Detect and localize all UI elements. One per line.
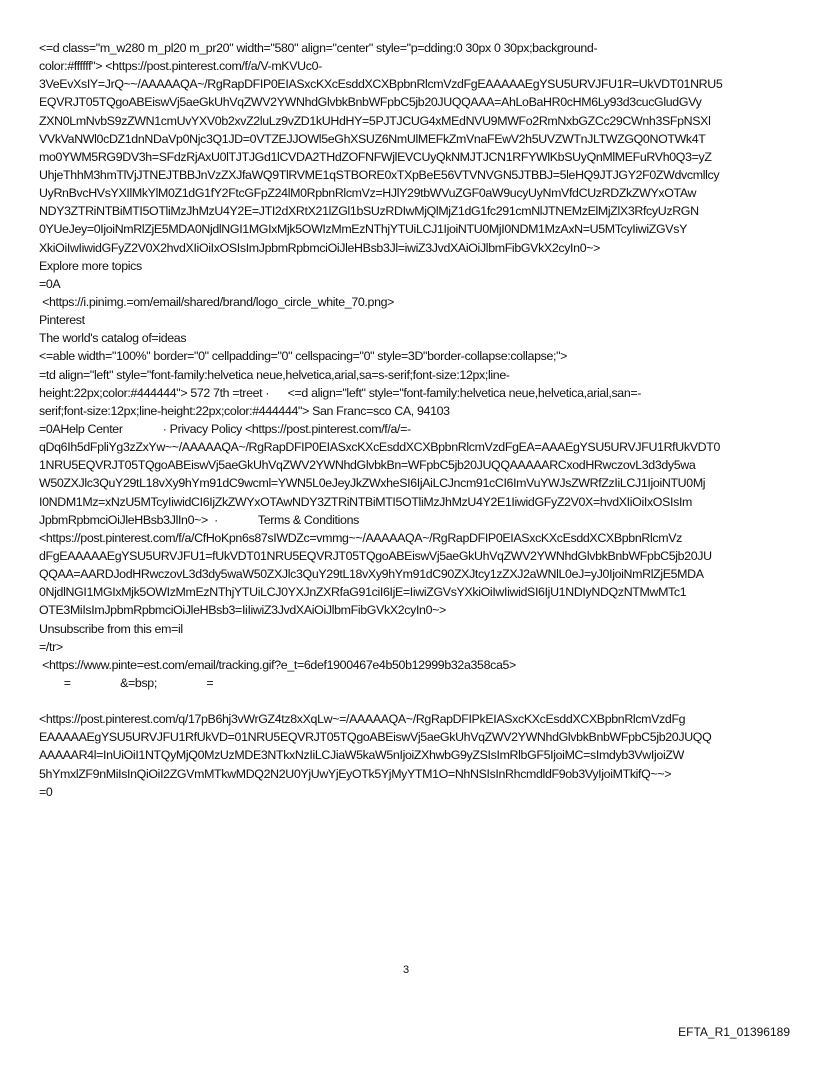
text-line: OTE3MiIsImJpbmRpbmciOiJleHBsb3=IiIiwiZ3JvdXAiOiJlbmFibGVkX2cyIn0~>: [39, 603, 446, 618]
text-line: = &=bsp; =: [39, 675, 214, 690]
text-line: EAAAAAEgYSU5URVJFU1RfUkVD=01NRU5EQVRJT05TQgoABEiswVj5aeGkUhVqZWV2YWNhdGlvbkBnbWFpbC5jb20JUQQ: [39, 730, 712, 745]
text-line: Pinterest: [39, 313, 85, 328]
page-number: 3: [403, 964, 410, 976]
text-line: <https://i.pinimg.=om/email/shared/brand/logo_circle_white_70.png>: [39, 294, 395, 309]
text-line: qDq6Ih5dFpliYg3zZxYw~~/AAAAAQA~/RgRapDFIP0EIASxcKXcEsddXCXBpbnRlcmVzdFgEA=AAAEgYSU5URVJFU1RfUkVDT0: [39, 440, 720, 455]
text-line: serif;font-size:12px;line-height:22px;color:#444444"> San Franc=sco CA, 94103: [39, 403, 450, 418]
text-line: 5hYmxlZF9nMiIsInQiOiI2ZGVmMTkwMDQ2N2U0YjUwYjEyOTk5YjMyYTM1O=NhNSIsInRhcmdldF9ob3VyIjoiMTkifQ~~>: [39, 766, 672, 781]
text-line: XkiOiIwIiwidGFyZ2V0X2hvdXIiOiIxOSIsImJpbmRpbmciOiJleHBsb3Jl=iwiZ3JvdXAiOiJlbmFibGVkX2cyIn0~>: [39, 240, 601, 255]
text-line: <https://www.pinte=est.com/email/tracking.gif?e_t=6def1900467e4b50b12999b32a358ca5>: [39, 657, 516, 672]
text-line: 1NRU5EQVRJT05TQgoABEiswVj5aeGkUhVqZWV2YWNhdGlvbkBn=WFpbC5jb20JUQQAAAAARCxodHRwczovL3d3dy5wa: [39, 458, 696, 473]
text-line: UhjeThhM3hmTlVjJTNEJTBBJnVzZXJfaWQ9TlRVME1qSTBORE0xTXpBeE56VTVNVGN5JTBBJ=5leHQ9JTJGY2F0ZWdvcmllcy: [39, 167, 720, 182]
text-line: [39, 692, 799, 710]
text-line: <https://post.pinterest.com/q/17pB6hj3vWrGZ4tz8xXqLw~=/AAAAAQA~/RgRapDFIPkEIASxcKXcEsddXCXBpbnRlcmVzdFg: [39, 712, 686, 727]
text-line: QQAA=AARDJodHRwczovL3d3dy5waW50ZXJlc3QuY29tL18vXy9hYm91dC90ZXJtcy1zZXJ2aWNlL0eJ=yJ0IjoiNmRlZjE5MDA: [39, 567, 704, 582]
text-line: =/tr>: [39, 639, 63, 654]
text-line: <=able width="100%" border="0" cellpadding="0" cellspacing="0" style=3D"border-collapse:collapse;">: [39, 349, 568, 364]
text-line: VVkVaNWl0cDZ1dnNDaVp0Njc3Q1JD=0VTZEJJOWl5eGhXSUZ6NmUlMEFkZmVnaFEwV2h5UVZWTnJLTWZGQ0NOTWk4T: [39, 131, 706, 146]
text-line: 0YUeJey=0IjoiNmRlZjE5MDA0NjdlNGI1MGIxMjk5OWIzMmEzNThjYTUiLCJ1IjoiNTU0MjI0NDM1MzAxN=U5MTcyIiwiZGVsY: [39, 222, 687, 237]
text-line: 0NjdlNGI1MGIxMjk5OWIzMmEzNThjYTUiLCJ0YXJnZXRfaG91ciI6IjE=IiwiZGVsYXkiOiIwIiwidSI6IjU1NDIyNDQzNTMwMTc1: [39, 585, 687, 600]
text-line: <=d class="m_w280 m_pl20 m_pr20" width="580" align="center" style="p=dding:0 30px 0 30px;background-: [39, 41, 598, 55]
text-line: AAAAAR4l=InUiOiI1NTQyMjQ0MzUzMDE3NTkxNzIiLCJiaW5kaW5nIjoiZXhwbG9yZSIsImRlbGF5IjoiMC=sImdyb3VwIjoiZW: [39, 748, 684, 763]
text-line: I0NDM1Mz=xNzU5MTcyIiwidCI6IjZkZWYxOTAwNDY3ZTRiNTBiMTI5OTliMzJhMzU4Y2E1IiwidGFyZ2V0X=hvdXIiOiIxOSIsIm: [39, 494, 693, 509]
text-line: W50ZXJlc3QuY29tL18vXy9hYm91dC9wcml=YWN5L0eJeyJkZWxheSI6IjAiLCJncm91cCI6ImVuYWJsZWRfZzIiLCJ1IjoiNTU0Mj: [39, 476, 706, 491]
text-line: Explore more topics: [39, 258, 142, 273]
document-id: EFTA_R1_01396189: [678, 1025, 790, 1039]
text-line: <https://post.pinterest.com/f/a/CfHoKpn6s87sIWDZc=vmmg~~/AAAAAQA~/RgRapDFIP0EIASxcKXcEsddXCXBpbnRlcmVz: [39, 530, 682, 545]
text-line: NDY3ZTRiNTBiMTI5OTliMzJhMzU4Y2E=JTI2dXRtX21lZGl1bSUzRDIwMjQlMjZ1dG1fc291cmNlJTNEMzElMjZlX3RfcyUzRGN: [39, 204, 699, 219]
text-line: height:22px;color:#444444"> 572 7th =treet · <=d align="left" style="font-family:helvetica neue,helvetica,arial,san=-: [39, 385, 642, 400]
text-line: Unsubscribe from this em=il: [39, 621, 183, 636]
text-line: JpbmRpbmciOiJleHBsb3JlIn0~> · Terms & Conditions: [39, 512, 359, 527]
text-line: UyRnBvcHVsYXIlMkYlM0Z1dG1fY2FtcGFpZ24lM0RpbnRlcmVz=HJlY29tbWVuZGF0aW9ucyUyNmVfdCUzRDZkZWYxOTAw: [39, 186, 697, 201]
text-line: dFgEAAAAAEgYSU5URVJFU1=fUkVDT01NRU5EQVRJT05TQgoABEiswVj5aeGkUhVqZWV2YWNhdGlvbkBnbWFpbC5jb20JU: [39, 548, 712, 563]
text-line: The world's catalog of=ideas: [39, 331, 187, 346]
email-source-text: [39, 39, 799, 801]
text-line: =td align="left" style="font-family:helvetica neue,helvetica,arial,sa=s-serif;font-size:12px;line-: [39, 367, 510, 382]
text-line: EQVRJT05TQgoABEiswVj5aeGkUhVqZWV2YWNhdGlvbkBnbWFpbC5jb20JUQQAAA=AhLoBaHR0cHM6Ly93d3cucGludGVy: [39, 95, 702, 110]
text-line: =0A: [39, 276, 61, 291]
text-line: 3VeEvXsIY=JrQ~~/AAAAAQA~/RgRapDFIP0EIASxcKXcEsddXCXBpbnRlcmVzdFgEAAAAAEgYSU5URVJFU1R=UkVDT01NRU5: [39, 77, 723, 92]
text-line: =0: [39, 784, 53, 799]
text-line: color:#ffffff"> <https://post.pinterest.com/f/a/V-mKVUc0-: [39, 59, 322, 74]
text-line: mo0YWM5RG9DV3h=SFdzRjAxU0lTJTJGd1lCVDA2THdZOFNFWjlEVCUyQkNMJTJCN1RFYWlKbSUyQnMlMEFuRVh0Q3=yZ: [39, 149, 712, 164]
text-line: =0AHelp Center · Privacy Policy <https://post.pinterest.com/f/a/=-: [39, 421, 411, 436]
text-line: ZXN0LmNvbS9zZWN1cmUvYXV0b2xvZ2luLz9vZD1kUHdHY=5PJTJCUG4xMEdNVU9MWFo2RmNxbGZCc29CWnh3SFpNSXl: [39, 113, 711, 128]
